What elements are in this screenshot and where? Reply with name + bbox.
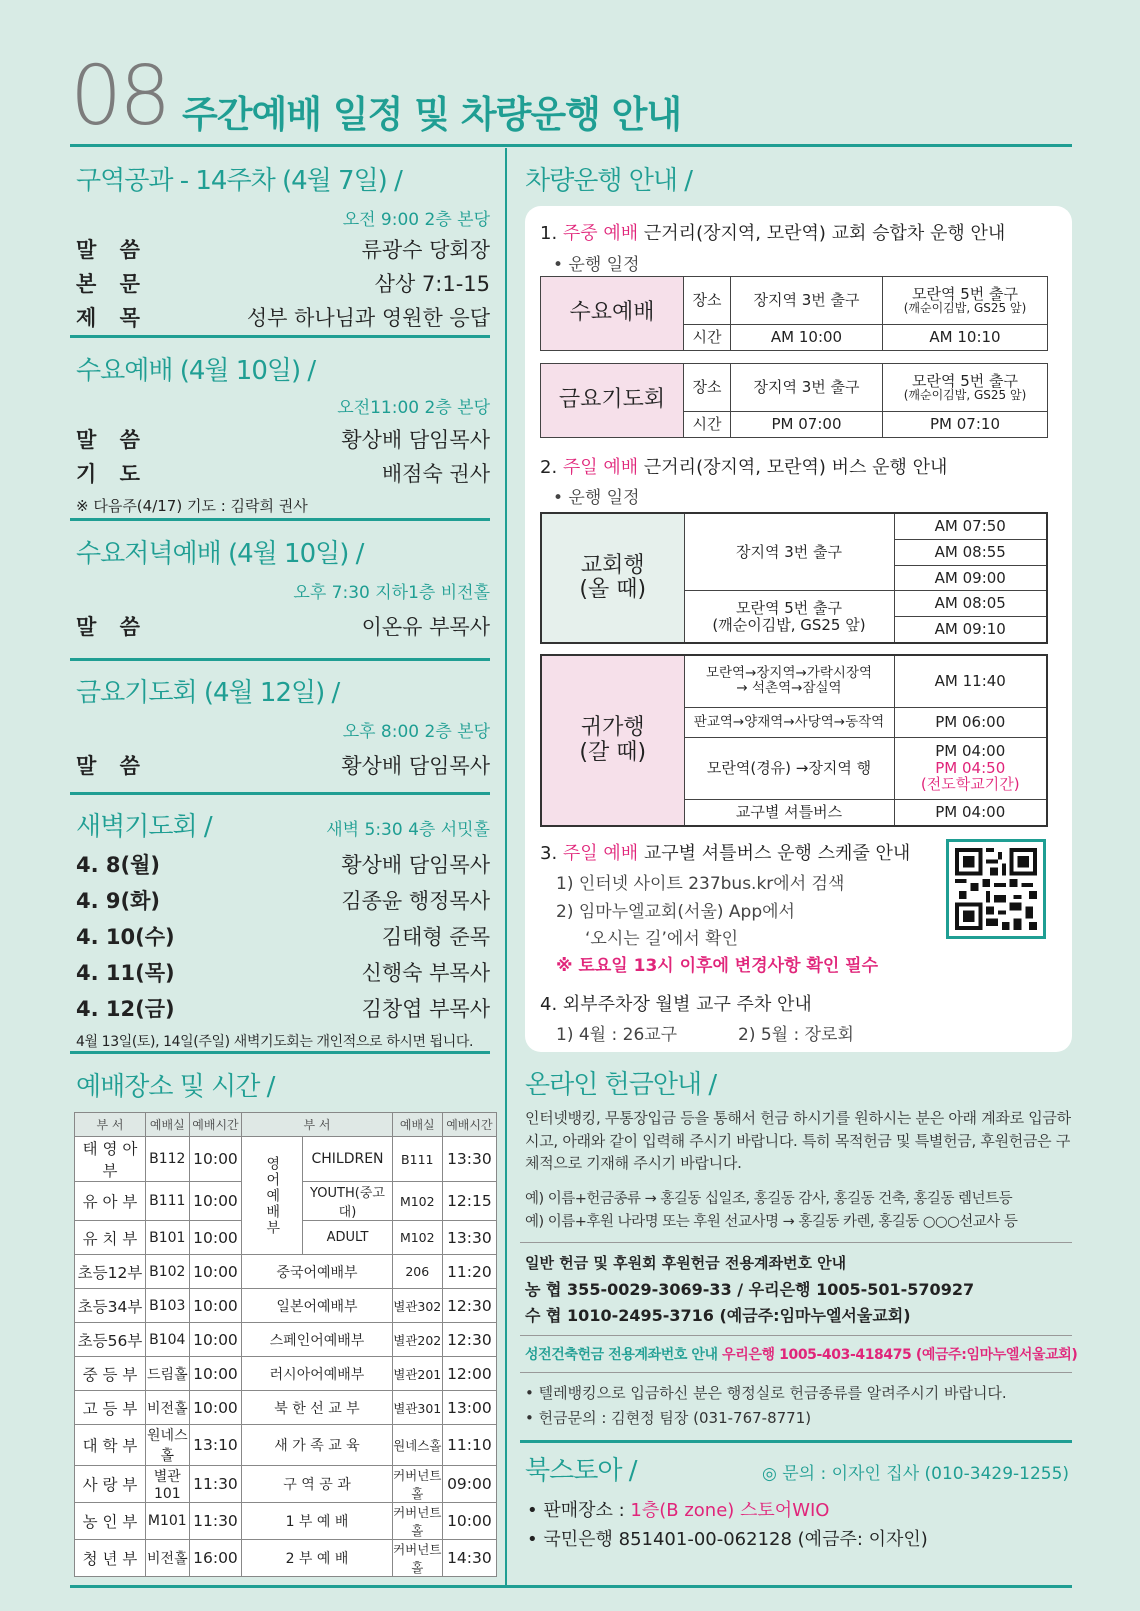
section-number: 08 — [70, 49, 169, 144]
row-value: 성부 하나님과 영원한 응답 — [246, 306, 490, 330]
table-cell: 청 년 부 — [75, 1540, 146, 1577]
table-cell: ADULT — [303, 1221, 392, 1255]
table-row — [75, 1357, 497, 1391]
dawn-section — [76, 806, 490, 1051]
divider — [520, 1335, 1072, 1336]
table-cell: 10:00 — [189, 1289, 242, 1323]
table-cell: 고 등 부 — [75, 1391, 146, 1425]
table-cell: 11:30 — [189, 1466, 242, 1503]
table-cell: 구 역 공 과 — [242, 1466, 392, 1503]
bus-item-4: 4. 외부주차장 월별 교구 주차 안내 — [540, 994, 812, 1015]
table-cell: 별관301 — [392, 1391, 442, 1425]
table-cell: 비전홀 — [145, 1391, 189, 1425]
table-cell: B102 — [145, 1255, 189, 1289]
section-title: 구역공과 - 14주차 (4월 7일) / — [76, 166, 402, 196]
table-cell: 새 가 족 교 육 — [242, 1425, 392, 1466]
col-header: 예배실 — [145, 1113, 189, 1137]
row-value: 황상배 담임목사 — [341, 754, 490, 778]
row-value: 삼상 7:1-15 — [374, 272, 490, 296]
section-time: 오전 9:00 2층 본당 — [342, 210, 490, 230]
table-cell: B112 — [145, 1137, 189, 1182]
table-cell: 10:00 — [189, 1255, 242, 1289]
table-cell: 초등12부 — [75, 1255, 146, 1289]
table-cell: 206 — [392, 1255, 442, 1289]
online-note-1: • 텔레뱅킹으로 입금하신 분은 행정실로 헌금종류를 알려주시기 바랍니다. — [525, 1384, 1007, 1402]
section-title: 금요기도회 (4월 12일) / — [76, 678, 340, 708]
table-cell: 12:15 — [442, 1182, 496, 1221]
table-cell: 10:00 — [442, 1503, 496, 1540]
table-cell: M102 — [392, 1221, 442, 1255]
bus-item-1: 1. 주중 예배 근거리(장지역, 모란역) 교회 승합차 운행 안내 — [540, 223, 1006, 244]
section-time: 오후 7:30 지하1층 비전홀 — [293, 583, 490, 603]
bookstore-account: • 국민은행 851401-00-062128 (예금주: 이자인) — [527, 1529, 928, 1550]
divider — [70, 792, 490, 795]
table-label: 수요예배 — [541, 277, 684, 351]
table-cell: B104 — [145, 1323, 189, 1357]
account-line-2: 수 협 1010-2495-3716 (예금주:임마누엘서울교회) — [525, 1306, 911, 1325]
preacher: 김태형 준목 — [381, 925, 490, 949]
table-cell: 10:00 — [189, 1182, 242, 1221]
row-value: 배점숙 권사 — [381, 462, 490, 486]
table-cell: 러시아어예배부 — [242, 1357, 392, 1391]
row-label: 기 도 — [76, 462, 148, 486]
table-cell: 별관302 — [392, 1289, 442, 1323]
table-cell: 농 인 부 — [75, 1503, 146, 1540]
table-row — [75, 1466, 497, 1503]
table-row — [75, 1323, 497, 1357]
table-cell: 북 한 선 교 부 — [242, 1391, 392, 1425]
table-cell: 유 아 부 — [75, 1182, 146, 1221]
bus-title: 차량운행 안내 / — [525, 166, 692, 196]
table-cell: 10:00 — [189, 1323, 242, 1357]
preacher: 김종윤 행정목사 — [341, 889, 490, 913]
to-church-table: 교회행 (올 때) 장지역 3번 출구 AM 07:50 AM 08:55 AM 09:00 모란역 5번 출구 (깨순이김밥, GS25 앞) AM 08:05 AM 09:10 — [540, 512, 1048, 644]
parking-may: 2) 5월 : 장로회 — [738, 1025, 854, 1045]
divider — [520, 1440, 1072, 1443]
table-cell: 커버넌트홀 — [392, 1466, 442, 1503]
col-header: 예배시간 — [189, 1113, 242, 1137]
date: 4. 12(금) — [76, 997, 175, 1021]
col-header: 예배실 — [392, 1113, 442, 1137]
table-cell: 12:30 — [442, 1289, 496, 1323]
preacher: 신행숙 부목사 — [361, 961, 490, 985]
table-cell: 10:00 — [189, 1221, 242, 1255]
divider — [520, 1372, 1072, 1373]
table-cell: 10:00 — [189, 1391, 242, 1425]
bus-item-2-sub: • 운행 일정 — [553, 488, 640, 508]
bus-item-3-line2: 2) 임마누엘교회(서울) App에서 — [556, 902, 795, 922]
col-header: 부 서 — [75, 1113, 146, 1137]
row-label: 말 씀 — [76, 615, 148, 639]
table-cell: 13:30 — [442, 1221, 496, 1255]
table-cell: 중국어예배부 — [242, 1255, 392, 1289]
column-divider — [505, 148, 507, 1588]
page-title: 주간예배 일정 및 차량운행 안내 — [182, 93, 682, 136]
divider — [70, 658, 490, 661]
section-title: 수요예배 (4월 10일) / — [76, 356, 316, 386]
table-cell: 13:10 — [189, 1425, 242, 1466]
table-cell: 별관202 — [392, 1323, 442, 1357]
table-cell: YOUTH(중고대) — [303, 1182, 392, 1221]
row-label: 본 문 — [76, 272, 148, 296]
row-label: 말 씀 — [76, 428, 148, 452]
table-cell: 커버넌트홀 — [392, 1540, 442, 1577]
table-row — [75, 1289, 497, 1323]
table-cell: 11:10 — [442, 1425, 496, 1466]
date: 4. 10(수) — [76, 925, 175, 949]
preacher: 황상배 담임목사 — [341, 853, 490, 877]
parking-april: 1) 4월 : 26교구 — [556, 1025, 678, 1045]
youth-group-label: 영어예배부 — [242, 1137, 303, 1255]
schedule-title: 예배장소 및 시간 / — [76, 1072, 275, 1102]
row-label: 제 목 — [76, 306, 148, 330]
table-cell: 13:00 — [442, 1391, 496, 1425]
wed-evening-section — [76, 533, 490, 641]
table-cell: 일본어예배부 — [242, 1289, 392, 1323]
table-cell: 1 부 예 배 — [242, 1503, 392, 1540]
divider — [70, 518, 490, 521]
table-cell: 14:30 — [442, 1540, 496, 1577]
qr-code-icon[interactable] — [946, 839, 1046, 939]
dawn-note: 4월 13일(토), 14일(주일) 새벽기도회는 개인적으로 하시면 됩니다. — [76, 1034, 474, 1050]
preacher: 김창엽 부목사 — [361, 997, 490, 1021]
bus-item-2: 2. 주일 예배 근거리(장지역, 모란역) 버스 운행 안내 — [540, 457, 948, 478]
schedule-table — [74, 1112, 497, 1577]
table-cell: 드림홀 — [145, 1357, 189, 1391]
date: 4. 9(화) — [76, 889, 160, 913]
table-cell: M102 — [392, 1182, 442, 1221]
table-cell: B111 — [392, 1137, 442, 1182]
divider — [70, 335, 490, 338]
table-row — [75, 1137, 497, 1182]
table-cell: 대 학 부 — [75, 1425, 146, 1466]
online-example-1: 예) 이름+헌금종류 → 홍길동 십일조, 홍길동 감사, 홍길동 건축, 홍길동 렘넌트등 — [525, 1191, 1013, 1207]
row-value: 류광수 당회장 — [361, 238, 490, 262]
bookstore-location: • 판매장소 : 1층(B zone) 스토어WIO — [527, 1500, 830, 1521]
table-cell: 스페인어예배부 — [242, 1323, 392, 1357]
table-cell: 12:30 — [442, 1323, 496, 1357]
table-cell: 2 부 예 배 — [242, 1540, 392, 1577]
bookstore-title: 북스토아 / — [525, 1456, 637, 1486]
table-cell: 10:00 — [189, 1357, 242, 1391]
bus-item-3: 3. 주일 예배 교구별 셔틀버스 운행 스케줄 안내 — [540, 843, 911, 864]
divider — [520, 1242, 1072, 1243]
bus-item-3-line1: 1) 인터넷 사이트 237bus.kr에서 검색 — [556, 874, 845, 894]
table-cell: 중 등 부 — [75, 1357, 146, 1391]
table-row — [75, 1425, 497, 1466]
table-cell: 11:30 — [189, 1503, 242, 1540]
table-cell: 원네스홀 — [145, 1425, 189, 1466]
online-example-2: 예) 이름+후원 나라명 또는 후원 선교사명 → 홍길동 카렌, 홍길동 ○○○선교사 등 — [525, 1214, 1018, 1230]
row-value: 황상배 담임목사 — [341, 428, 490, 452]
table-cell: B101 — [145, 1221, 189, 1255]
account-line-1: 농 협 355-0029-3069-33 / 우리은행 1005-501-570927 — [525, 1280, 975, 1299]
table-cell: 원네스홀 — [392, 1425, 442, 1466]
date: 4. 8(월) — [76, 853, 160, 877]
bus-item-1-sub: • 운행 일정 — [553, 255, 640, 275]
building-account: 성전건축헌금 전용계좌번호 안내 우리은행 1005-403-418475 (예금주:임마누엘서울교회) — [525, 1347, 1078, 1363]
online-title: 온라인 헌금안내 / — [525, 1070, 717, 1100]
date: 4. 11(목) — [76, 961, 175, 985]
section-title: 수요저녁예배 (4월 10일) / — [76, 539, 364, 569]
table-cell: 별관201 — [392, 1357, 442, 1391]
table-cell: 커버넌트홀 — [392, 1503, 442, 1540]
col-header: 예배시간 — [442, 1113, 496, 1137]
table-cell: M101 — [145, 1503, 189, 1540]
row-label: 말 씀 — [76, 754, 148, 778]
bus-warning: ※ 토요일 13시 이후에 변경사항 확인 필수 — [556, 956, 879, 976]
table-cell: CHILDREN — [303, 1137, 392, 1182]
table-cell: 유 치 부 — [75, 1221, 146, 1255]
table-row — [75, 1540, 497, 1577]
table-cell: B111 — [145, 1182, 189, 1221]
divider — [70, 1051, 490, 1054]
table-cell: 별관101 — [145, 1466, 189, 1503]
home-table: 귀가행 (갈 때) 모란역→장지역→가락시장역 → 석촌역→잠실역 AM 11:40 판교역→양재역→사당역→동작역 PM 06:00 모란역(경유) →장지역 행 PM 04:00 PM 04:50 (전도학교기간) 교구별 셔틀버스 PM 04:00 — [540, 654, 1048, 827]
section-time: 새벽 5:30 4층 서밋홀 — [326, 820, 490, 840]
section-title: 새벽기도회 / — [76, 812, 212, 842]
table-cell: 태 영 아 부 — [75, 1137, 146, 1182]
bus-item-3-line3: ‘오시는 길’에서 확인 — [585, 929, 738, 949]
table-label: 금요기도회 — [541, 364, 684, 438]
table-cell: 11:20 — [442, 1255, 496, 1289]
table-cell: 비전홀 — [145, 1540, 189, 1577]
table-cell: 초등34부 — [75, 1289, 146, 1323]
table-cell: 13:30 — [442, 1137, 496, 1182]
table-cell: B103 — [145, 1289, 189, 1323]
bookstore-contact: ◎ 문의 : 이자인 집사 (010-3429-1255) — [762, 1464, 1070, 1484]
table-row — [75, 1503, 497, 1540]
online-note-2: • 헌금문의 : 김현정 팀장 (031-767-8771) — [525, 1409, 812, 1427]
table-cell: 12:00 — [442, 1357, 496, 1391]
account-heading: 일반 헌금 및 후원회 후원헌금 전용계좌번호 안내 — [525, 1254, 847, 1272]
fri-bus-table: 금요기도회 장소 장지역 3번 출구 모란역 5번 출구 (깨순이김밥, GS25 앞) 시간 PM 07:00 PM 07:10 — [540, 363, 1048, 438]
wed-bus-table: 수요예배 장소 장지역 3번 출구 모란역 5번 출구 (깨순이김밥, GS25 앞) 시간 AM 10:00 AM 10:10 — [540, 276, 1048, 351]
wed-note: ※ 다음주(4/17) 기도 : 김락희 권사 — [76, 497, 308, 515]
section-time: 오후 8:00 2층 본당 — [342, 722, 490, 742]
table-cell: 16:00 — [189, 1540, 242, 1577]
district-section — [76, 160, 490, 332]
table-cell: 사 랑 부 — [75, 1466, 146, 1503]
online-intro: 인터넷뱅킹, 무통장입금 등을 통해서 헌금 하시기를 원하시는 분은 아래 계좌로 입금하시고, 아래와 같이 입력해 주시기 바랍니다. 특히 목적헌금 및 특별헌금, 후원헌금은 구체적으로 기재해 주시기 바랍니다. — [525, 1109, 1071, 1172]
row-label: 말 씀 — [76, 238, 148, 262]
header-rule — [70, 144, 1072, 147]
table-row — [75, 1391, 497, 1425]
table-cell: 10:00 — [189, 1137, 242, 1182]
table-cell: 초등56부 — [75, 1323, 146, 1357]
col-header: 부 서 — [242, 1113, 392, 1137]
table-row — [75, 1255, 497, 1289]
table-cell: 09:00 — [442, 1466, 496, 1503]
wed-section — [76, 350, 490, 516]
fri-section — [76, 672, 490, 780]
section-time: 오전11:00 2층 본당 — [337, 398, 490, 418]
row-value: 이온유 부목사 — [361, 615, 490, 639]
footer-rule — [70, 1585, 1072, 1588]
